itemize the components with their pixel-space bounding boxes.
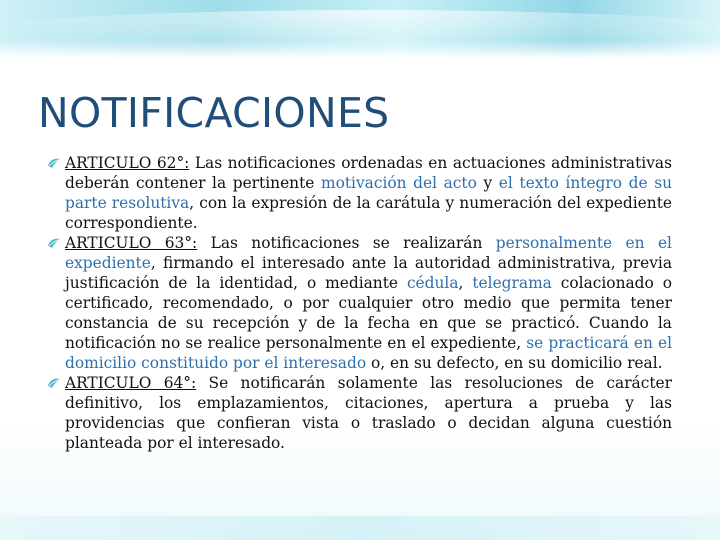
article-text: o, en su defecto, en su domicilio real.	[366, 354, 663, 372]
slide-title: NOTIFICACIONES	[38, 89, 390, 137]
article-text: Se notificarán solamente las resoluciones de carácter definitivo, los emplazamientos, citaciones, apertura a prueba y las providencias que confieran vista o traslado o decidan alguna cuestión planteada por el interesado.	[65, 374, 673, 452]
leaf-bullet-icon	[46, 375, 62, 391]
article-text: , con la expresión de la carátula y numeración del expediente correspondiente.	[65, 194, 672, 232]
highlighted-text: telegrama	[472, 274, 552, 292]
highlighted-text: el texto íntegro de su parte resolutiva	[65, 174, 673, 212]
article-label: ARTICULO 64°:	[65, 374, 197, 392]
article-text: colacionado o certificado, recomendado, o por cualquier otro medio que permita tener constancia de su recepción y de la fecha en que se practicó. Cuando la notificación no se realice personalmente en el expediente,	[65, 274, 672, 352]
article-label: ARTICULO 63°:	[65, 234, 198, 252]
slide-body	[46, 153, 672, 453]
article-text: Las notificaciones ordenadas en actuaciones administrativas deberán contener la pertinente	[65, 154, 672, 192]
article-label: ARTICULO 62°:	[65, 154, 190, 172]
article-text: y	[476, 174, 499, 192]
article-text: ,	[458, 274, 473, 292]
leaf-bullet-icon	[46, 155, 62, 171]
article-text: Las notificaciones se realizarán	[197, 234, 496, 252]
article-text: , firmando el interesado ante la autoridad administrativa, previa justificación de la identidad, o mediante	[65, 254, 672, 292]
article-paragraph	[46, 373, 672, 453]
leaf-bullet-icon	[46, 235, 62, 251]
header-wave	[0, 10, 720, 58]
article-paragraph	[46, 153, 672, 233]
footer-decoration	[0, 516, 720, 540]
header-decoration	[0, 0, 720, 58]
highlighted-text: motivación del acto	[320, 174, 477, 192]
article-paragraph	[46, 233, 672, 373]
highlighted-text: se practicará en el domicilio constituido por el interesado	[65, 334, 672, 372]
highlighted-text: cédula	[406, 274, 459, 292]
highlighted-text: personalmente en el expediente	[65, 234, 672, 272]
